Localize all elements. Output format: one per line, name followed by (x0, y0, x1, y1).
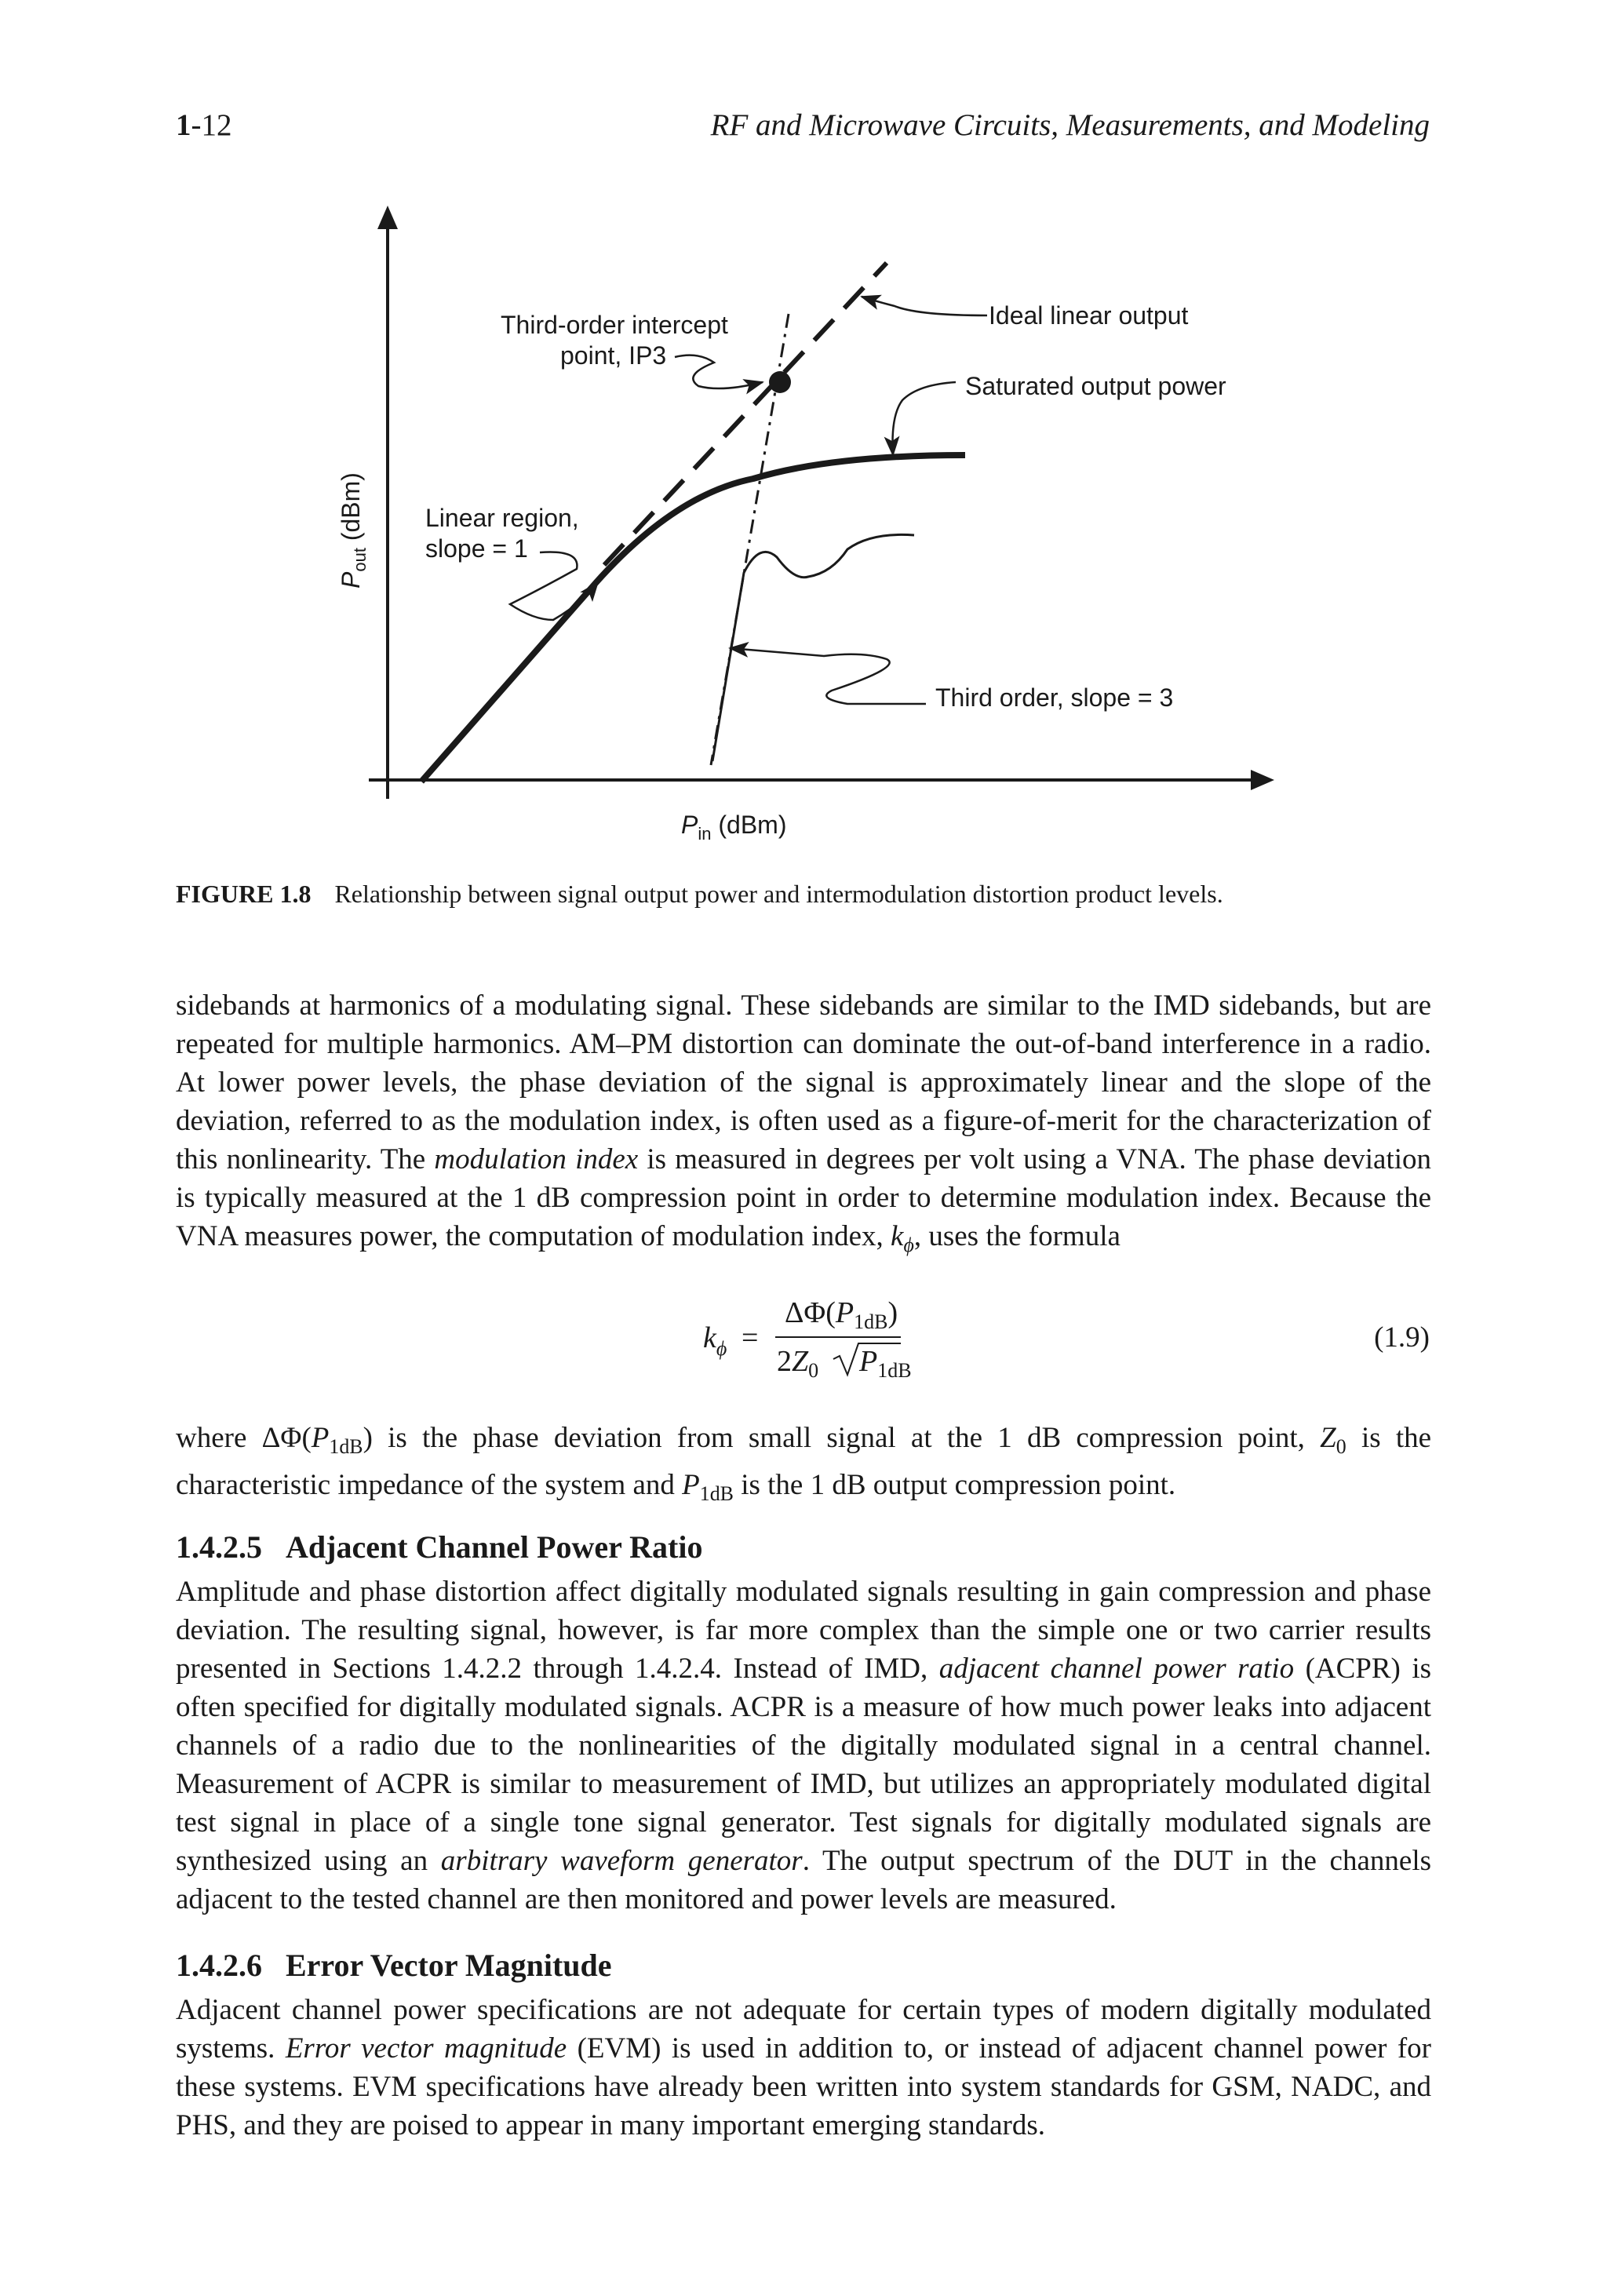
paragraph-am-pm: sidebands at harmonics of a modulating signal. These sidebands are similar to the IMD sidebands, but are repeated for multiple harmonics. AM–PM distortion can dominate the out-of-band interference in a radio. At lower power levels, the phase deviation of the signal is approximately linear and the slope of the deviation, referred to as the modulation index, is often used as a figure-of-merit for the characterization of this nonlinearity. The modulation index is measured in degrees per volt using a VNA. The phase deviation is typically measured at the 1 dB compression point in order to determine modulation index. Because the VNA measures power, the computation of modulation index, $k_\phi$, uses the formula (176, 989, 1432, 1256)
eq-denominator: $2Z_0$ (777, 1345, 819, 1382)
ideal-linear-leader (862, 297, 987, 315)
eq-equals: = (742, 1321, 759, 1354)
label-saturated: Saturated output power (965, 372, 1226, 400)
figure-caption (176, 879, 1223, 909)
ip3-point (769, 371, 791, 393)
label-linear-region-line2: slope = 1 (425, 534, 528, 563)
label-linear-region-line1: Linear region, (425, 504, 579, 532)
paragraph-where: where $\Delta\Phi(P_{1dB})$ is the phase deviation from small signal at the 1 dB compression point, $Z_0$ is the characteristic impedance of the system and $P_{1dB}$ is the 1 dB output compression point. (176, 1422, 1432, 1505)
caption-id: FIGURE 1.8 (176, 880, 312, 908)
paragraph-evm: Adjacent channel power specifications are not adequate for certain types of modern digitally modulated systems. Error vector magnitude (EVM) is used in addition to, or instead of adjacent channel power for these systems. EVM specifications have already been written into system standards for GSM, NADC, and PHS, and they are poised to appear in many important emerging standards. (176, 1994, 1432, 2141)
x-axis-label: $P_{in}$ (dBm) (681, 811, 787, 844)
ideal-linear-line (604, 263, 887, 565)
eq-lhs: $k_\phi$ (703, 1321, 727, 1360)
figure-1-8 (0, 0, 1607, 863)
caption-text: Relationship between signal output power and intermodulation distortion product levels. (334, 880, 1223, 908)
label-ip3-line1: Third-order intercept (501, 311, 728, 339)
saturated-leader (893, 382, 957, 455)
label-ip3-line2: point, IP3 (560, 341, 667, 370)
ip3-leader (675, 355, 763, 388)
label-ideal-linear: Ideal linear output (989, 301, 1189, 330)
x-axis (388, 770, 1274, 790)
section-heading-evm: 1.4.2.6 Error Vector Magnitude (176, 1948, 612, 1983)
y-axis (369, 206, 398, 799)
running-title: RF and Microwave Circuits, Measurements, and Modeling (710, 108, 1430, 142)
label-third-order: Third order, slope = 3 (935, 683, 1174, 712)
third-order-leader (730, 648, 926, 704)
equation-number: (1.9) (1374, 1321, 1430, 1354)
third-order-curve (712, 534, 914, 761)
section-heading-acpr: 1.4.2.5 Adjacent Channel Power Ratio (176, 1529, 703, 1565)
y-axis-label: $P_{out}$ (dBm) (337, 472, 370, 589)
eq-sqrt-content: $P_{1dB}$ (859, 1345, 912, 1382)
page-number: 1-12 (176, 108, 232, 142)
eq-numerator: $\Delta\Phi(P_{1dB})$ (785, 1296, 898, 1333)
paragraph-acpr: Amplitude and phase distortion affect digitally modulated signals resulting in gain compression and phase deviation. The resulting signal, however, is far more complex than the simple one or two carrier results presented in Sections 1.4.2.2 through 1.4.2.4. Instead of IMD, adjacent channel power ratio (ACPR) is often specified for digitally modulated signals. ACPR is a measure of how much power leaks into adjacent channels of a radio due to the nonlinearities of the digitally modulated signal in a central channel. Measurement of ACPR is similar to measurement of IMD, but utilizes an appropriately modulated digital test signal in place of a single tone signal generator. Test signals for digitally modulated signals are synthesized using an arbitrary waveform generator. The output spectrum of the DUT in the channels adjacent to the tested channel are then monitored and power levels are measured. (176, 1576, 1432, 1915)
equation-1-9 (0, 1287, 1607, 1389)
